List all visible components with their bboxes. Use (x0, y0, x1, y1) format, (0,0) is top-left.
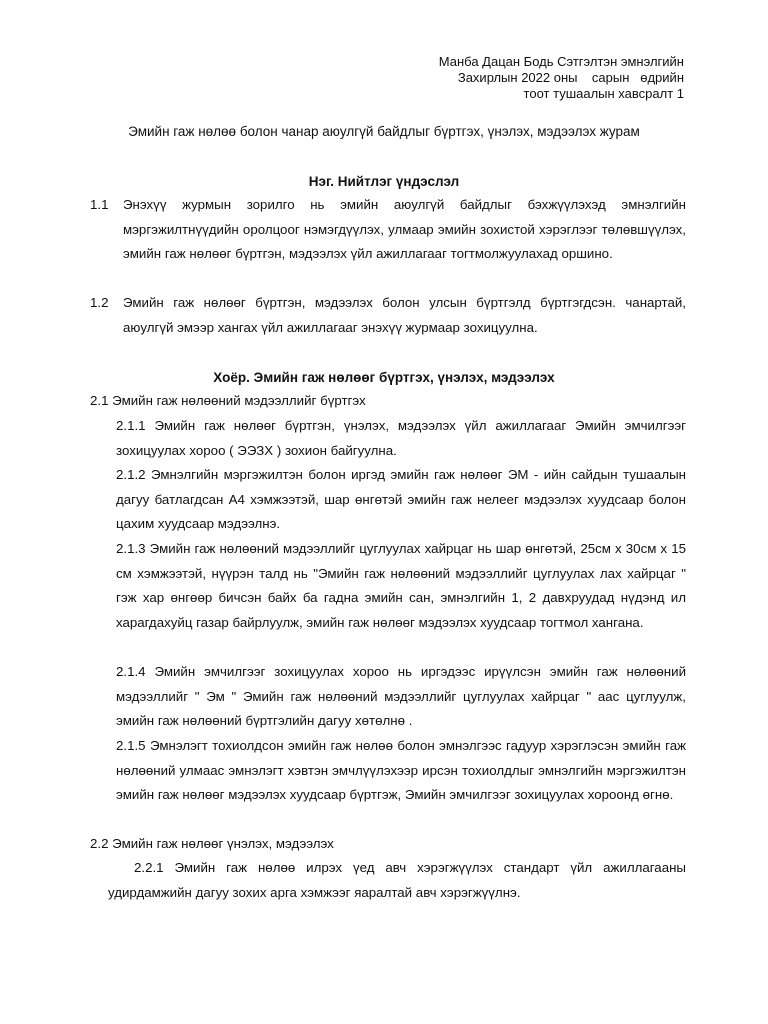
list-item-1-1 (90, 193, 686, 267)
item-text: Энэхүү журмын зорилго нь эмийн аюулгүй байдлыг бэхжүүлэхэд эмнэлгийн мэргэжилтнүүдийн оролцоог нэмэгдүүлэх, улмаар эмийн зохистой хэрэглээг төлөвшүүлэх, эмийн гаж нөлөөг бүртгэн, мэдээлэх үйл ажиллагааг тогтмолжуулахад оршино. (123, 197, 686, 261)
paragraph-2-2-1: 2.2.1 Эмийн гаж нөлөө илрэх үед авч хэрэгжүүлэх стандарт үйл ажиллагааны удирдамжийн дагуу зохих арга хэмжээг яаралтай авч хэрэгжүүлнэ. (108, 860, 686, 900)
subsection-2-2-heading: 2.2 Эмийн гаж нөлөөг үнэлэх, мэдээлэх (90, 836, 334, 851)
header-line-2: Захирлын 2022 оны сарын өдрийн (457, 70, 684, 85)
list-item-1-2 (90, 291, 686, 340)
header-line-1: Манба Дацан Бодь Сэтгэлтэн эмнэлгийн (438, 54, 684, 69)
item-number: 1.2 (90, 295, 109, 310)
item-number: 1.1 (90, 197, 109, 212)
paragraph-2-1-2: 2.1.2 Эмнэлгийн мэргэжилтэн болон иргэд эмийн гаж нөлөөг ЭМ - ийн сайдын тушаалын дагуу батлагдсан А4 хэмжээтэй, шар өнгөтэй эмийн гаж нелеег мэдээлэх хуудсаар болон цахим хуудсаар мэдээлнэ. (116, 467, 686, 531)
subsection-2-1-heading: 2.1 Эмийн гаж нөлөөний мэдээллийг бүртгэх (90, 393, 366, 408)
paragraph-2-1-3: 2.1.3 Эмийн гаж нөлөөний мэдээллийг цуглуулах хайрцаг нь шар өнгөтэй, 25см х 30см х 15 см хэмжээтэй, нүүрэн талд нь "Эмийн гаж нөлөөний мэдээллийг цуглуулах лах хайрцаг " гэж хар өнгөөр бичсэн байх ба гадна эмийн сан, эмнэлгийн 1, 2 давхруудад нүдэнд ил харагдахуйц газар байрлуулж, эмийн гаж нөлөөг мэдээлэх хуудсаар тогтмол хангана. (116, 541, 686, 630)
header-line-3: тоот тушаалын хавсралт 1 (523, 86, 684, 101)
paragraph-2-1-4: 2.1.4 Эмийн эмчилгээг зохицуулах хороо нь иргэдээс ирүүлсэн эмийн гаж нөлөөний мэдээллийг " Эм " Эмийн гаж нөлөөний мэдээллийг цуглуулах хайрцаг " аас цуглуулж, эмийн гаж нөлөөний бүртгэлийн дагуу хөтөлнө . (116, 664, 686, 728)
paragraph-2-1-5: 2.1.5 Эмнэлэгт тохиолдсон эмийн гаж нөлөө болон эмнэлгээс гадуур хэрэглэсэн эмийн гаж нөлөөний улмаас эмнэлэгт хэвтэн эмчлүүлэхээр ирсэн тохиолдлыг эмнэлгийн мэргэжилтэн эмийн гаж нөлөөг мэдээлэх хуудсаар бүртгэж, Эмийн эмчилгээг зохицуулах хороонд өгнө. (116, 738, 686, 802)
document-title: Эмийн гаж нөлөө болон чанар аюулгүй байдлыг бүртгэх, үнэлэх, мэдээлэх журам (128, 124, 640, 139)
document-header (439, 54, 684, 102)
item-text: Эмийн гаж нөлөөг бүртгэн, мэдээлэх болон улсын бүртгэлд бүртгэгдсэн. чанартай, аюулгүй эмээр хангах үйл ажиллагааг энэхүү журмаар зохицуулна. (123, 295, 686, 335)
section-1-heading: Нэг. Нийтлэг үндэслэл (308, 174, 460, 189)
section-2-heading: Хоёр. Эмийн гаж нөлөөг бүртгэх, үнэлэх, мэдээлэх (213, 370, 555, 385)
paragraph-2-1-1: 2.1.1 Эмийн гаж нөлөөг бүртгэн, үнэлэх, мэдээлэх үйл ажиллагааг Эмийн эмчилгээг зохицуулах хороо ( ЭЭЗХ ) зохион байгуулна. (116, 418, 686, 458)
